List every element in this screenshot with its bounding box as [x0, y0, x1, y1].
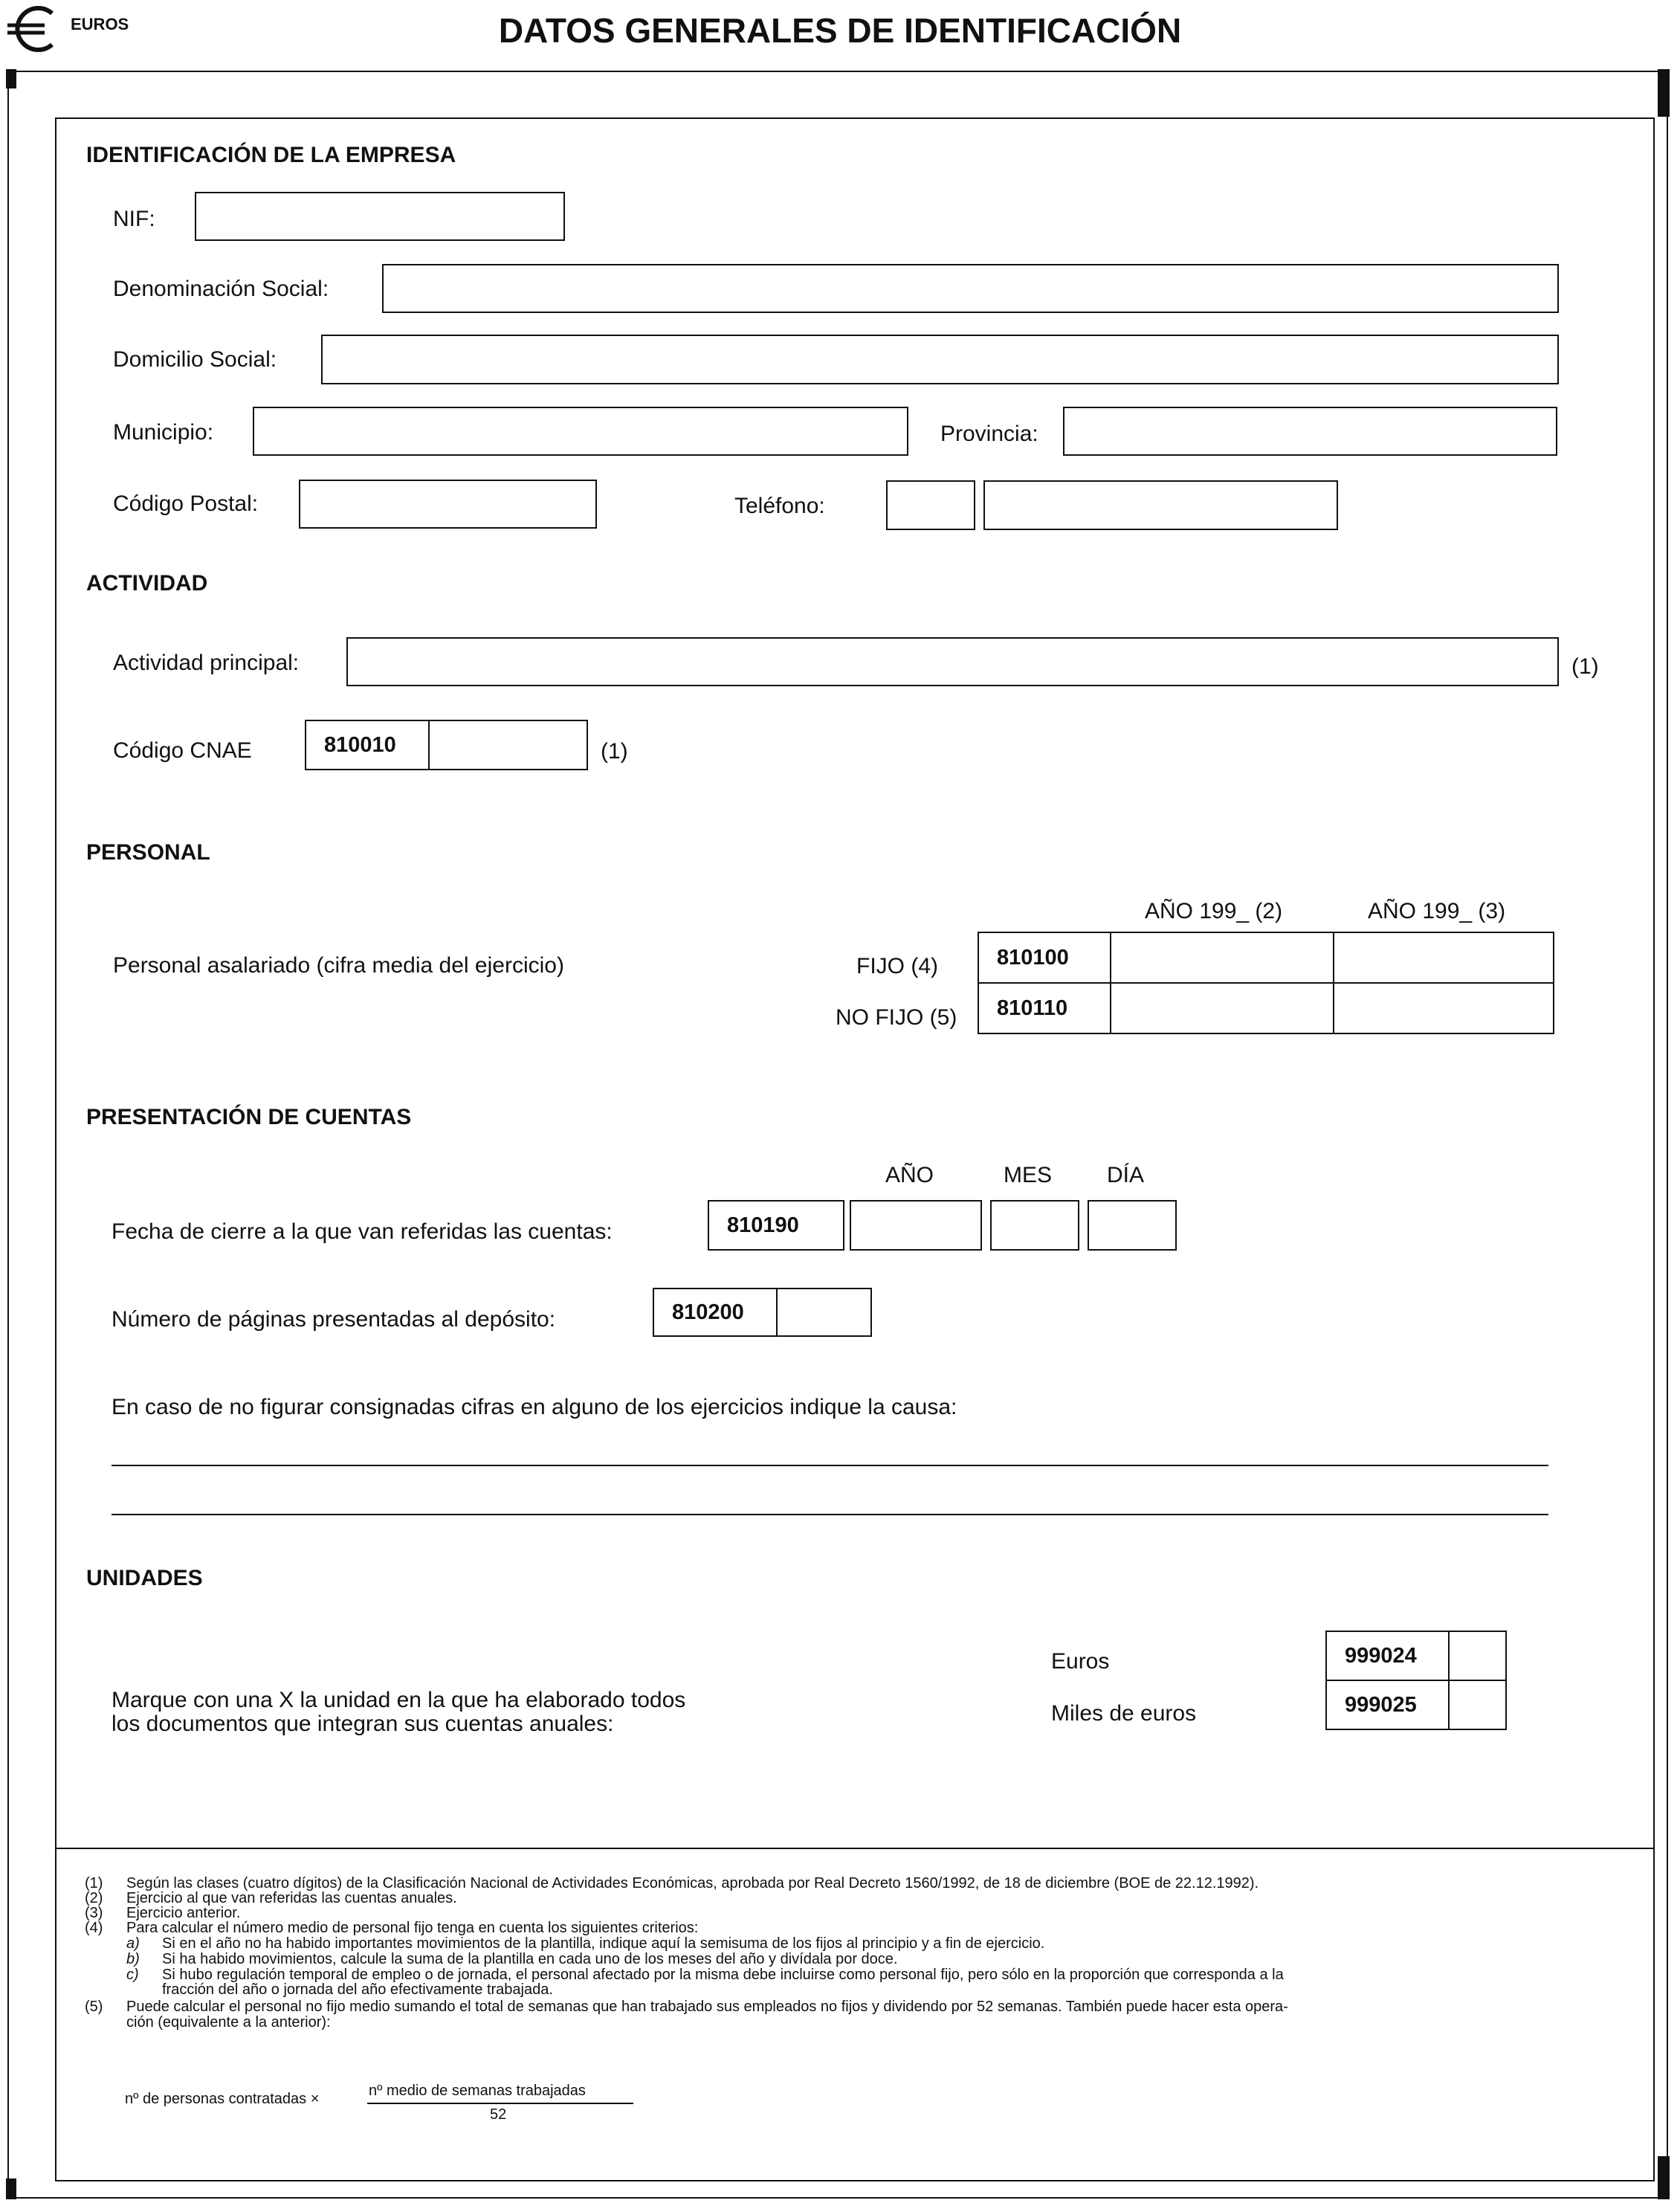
cnae-field[interactable]	[428, 720, 588, 770]
cnae-code: 810010	[305, 720, 430, 770]
no-fijo-previous-year-field[interactable]	[1333, 982, 1554, 1034]
note-4c-letter: c)	[126, 1967, 139, 1983]
note-2-number: (2)	[85, 1890, 103, 1906]
fecha-year-field[interactable]	[850, 1200, 982, 1251]
note-1-number: (1)	[85, 1875, 103, 1891]
note-4a-letter: a)	[126, 1935, 140, 1952]
note-4c-text-line2: fracción del año o jornada del año efectivamente trabajada.	[162, 1981, 553, 1998]
fecha-month-field[interactable]	[990, 1200, 1079, 1251]
note-3-text: Ejercicio anterior.	[126, 1905, 241, 1921]
formula-left: nº de personas contratadas ×	[125, 2091, 320, 2107]
section-heading-actividad: ACTIVIDAD	[86, 571, 208, 596]
note-4a-text: Si en el año no ha habido importantes movimientos de la plantilla, indique aquí la semisuma de los fijos al principio y a fin de ejercicio.	[162, 1935, 1045, 1952]
telefono-number-field[interactable]	[983, 480, 1338, 530]
provincia-label: Provincia:	[940, 422, 1038, 446]
miles-euros-code: 999025	[1325, 1680, 1450, 1730]
section-heading-identificacion: IDENTIFICACIÓN DE LA EMPRESA	[86, 143, 456, 167]
note-5-number: (5)	[85, 1999, 103, 2015]
no-fijo-code: 810110	[978, 982, 1111, 1034]
unidades-instruction-line2: los documentos que integran sus cuentas anuales:	[112, 1712, 614, 1736]
codigo-postal-field[interactable]	[299, 480, 597, 529]
telefono-prefix-field[interactable]	[886, 480, 975, 530]
euros-checkbox[interactable]	[1448, 1631, 1507, 1681]
note-4b-text: Si ha habido movimientos, calcule la suma de la plantilla en cada uno de los meses del año y divídala por doce.	[162, 1951, 898, 1967]
registration-mark	[6, 69, 16, 88]
actividad-principal-label: Actividad principal:	[113, 651, 300, 675]
unidades-instruction-line1: Marque con una X la unidad en la que ha elaborado todos	[112, 1688, 686, 1712]
domicilio-label: Domicilio Social:	[113, 347, 277, 372]
personal-asalariado-label: Personal asalariado (cifra media del ejercicio)	[113, 953, 564, 978]
column-year-previous: AÑO 199_ (3)	[1368, 899, 1506, 923]
miles-euros-option-label: Miles de euros	[1051, 1701, 1197, 1726]
note-4-text: Para calcular el número medio de personal fijo tenga en cuenta los siguientes criterios:	[126, 1920, 699, 1936]
fijo-code: 810100	[978, 932, 1111, 984]
denominacion-field[interactable]	[382, 264, 1559, 313]
no-fijo-label: NO FIJO (5)	[836, 1005, 957, 1030]
note-4c-text-line1: Si hubo regulación temporal de empleo o de jornada, el personal afectado por la misma debe incluirse como personal fijo, pero sólo en la proporción que corresponda a la	[162, 1967, 1284, 1983]
denominacion-label: Denominación Social:	[113, 277, 329, 301]
municipio-label: Municipio:	[113, 420, 214, 445]
causa-label: En caso de no figurar consignadas cifras en alguno de los ejercicios indique la causa:	[112, 1395, 957, 1419]
currency-label: EUROS	[71, 15, 129, 33]
fecha-day-field[interactable]	[1088, 1200, 1177, 1251]
fijo-previous-year-field[interactable]	[1333, 932, 1554, 984]
numero-paginas-field[interactable]	[776, 1288, 872, 1337]
formula-denominator: 52	[490, 2106, 507, 2123]
note-5-text-line1: Puede calcular el personal no fijo medio sumando el total de semanas que han trabajado sus empleados no fijos y dividendo por 52 semanas. También puede hacer esta opera-	[126, 1999, 1288, 2015]
note-2-text: Ejercicio al que van referidas las cuentas anuales.	[126, 1890, 457, 1906]
fijo-current-year-field[interactable]	[1110, 932, 1334, 984]
fecha-cierre-label: Fecha de cierre a la que van referidas las cuentas:	[112, 1219, 613, 1244]
euros-code: 999024	[1325, 1631, 1450, 1681]
fecha-cierre-code: 810190	[708, 1200, 844, 1251]
section-heading-personal: PERSONAL	[86, 840, 210, 865]
column-month: MES	[1004, 1163, 1053, 1187]
registration-mark	[6, 2178, 16, 2199]
section-heading-cuentas: PRESENTACIÓN DE CUENTAS	[86, 1105, 412, 1129]
notes-divider	[55, 1848, 1655, 1849]
column-year-current: AÑO 199_ (2)	[1145, 899, 1283, 923]
column-year: AÑO	[885, 1163, 934, 1187]
no-fijo-current-year-field[interactable]	[1110, 982, 1334, 1034]
note-5-text-line2: ción (equivalente a la anterior):	[126, 2014, 331, 2031]
causa-line-1[interactable]	[112, 1465, 1548, 1466]
note-4b-letter: b)	[126, 1951, 140, 1967]
formula-fraction-bar	[367, 2103, 633, 2104]
registration-mark	[1658, 2156, 1670, 2199]
euros-option-label: Euros	[1051, 1649, 1110, 1674]
registration-mark	[1658, 69, 1670, 117]
nif-field[interactable]	[195, 192, 565, 241]
causa-line-2[interactable]	[112, 1514, 1548, 1515]
numero-paginas-label: Número de páginas presentadas al depósito:	[112, 1307, 556, 1332]
cnae-label: Código CNAE	[113, 738, 252, 763]
provincia-field[interactable]	[1063, 407, 1557, 456]
telefono-label: Teléfono:	[734, 494, 825, 518]
domicilio-field[interactable]	[321, 335, 1559, 384]
fijo-label: FIJO (4)	[856, 954, 938, 978]
codigo-postal-label: Código Postal:	[113, 491, 259, 516]
numero-paginas-code: 810200	[653, 1288, 778, 1337]
nif-label: NIF:	[113, 207, 155, 231]
formula-numerator: nº medio de semanas trabajadas	[369, 2083, 586, 2099]
municipio-field[interactable]	[253, 407, 908, 456]
column-day: DÍA	[1107, 1163, 1145, 1187]
page-title: DATOS GENERALES DE IDENTIFICACIÓN	[498, 11, 1182, 50]
miles-euros-checkbox[interactable]	[1448, 1680, 1507, 1730]
note-3-number: (3)	[85, 1905, 103, 1921]
note-1-text: Según las clases (cuatro dígitos) de la Clasificación Nacional de Actividades Económicas, aprobada por Real Decreto 1560/1992, de 18 de diciembre (BOE de 22.12.1992).	[126, 1875, 1259, 1891]
note-4-number: (4)	[85, 1920, 103, 1936]
cnae-note: (1)	[601, 739, 628, 764]
actividad-principal-note: (1)	[1571, 654, 1599, 679]
section-heading-unidades: UNIDADES	[86, 1566, 203, 1590]
actividad-principal-field[interactable]	[346, 637, 1559, 686]
